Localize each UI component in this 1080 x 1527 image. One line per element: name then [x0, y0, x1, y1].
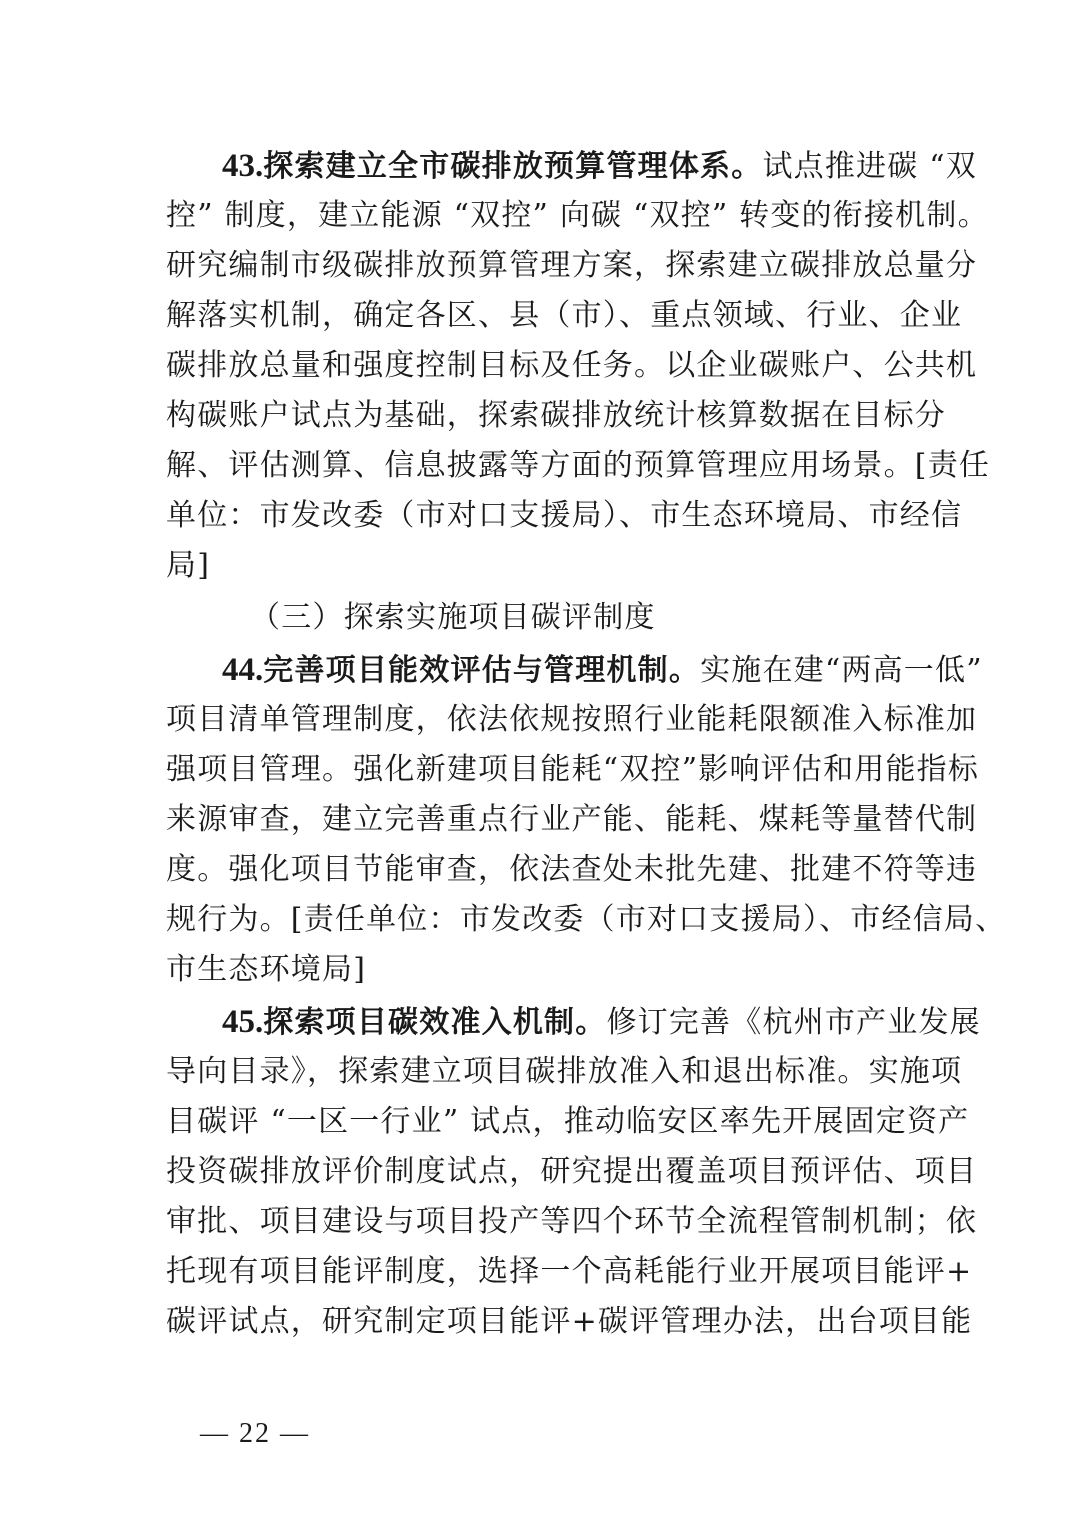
item-number: 43.	[222, 148, 264, 184]
paragraph-line: 研究编制市级碳排放预算管理方案，探索建立碳排放总量分	[166, 248, 978, 283]
paragraph-line: 市生态环境局]	[166, 952, 367, 987]
item-text: 修订完善《杭州市产业发展	[606, 1005, 981, 1040]
paragraph-line: 目碳评 “一区一行业” 试点，推动临安区率先开展固定资产	[166, 1104, 970, 1139]
item-45-first-line	[222, 1002, 981, 1043]
paragraph-line: 审批、项目建设与项目投产等四个环节全流程管制机制；依	[166, 1204, 978, 1239]
paragraph-line: 碳排放总量和强度控制目标及任务。以企业碳账户、公共机	[166, 348, 978, 383]
item-title: 探索建立全市碳排放预算管理体系。	[263, 149, 763, 184]
paragraph-line: 度。强化项目节能审查，依法查处未批先建、批建不符等违	[166, 852, 978, 887]
item-text: 试点推进碳 “双	[762, 149, 977, 184]
item-44-first-line	[222, 650, 983, 691]
paragraph-line: 局]	[166, 548, 211, 583]
paragraph-line: 解、评估测算、信息披露等方面的预算管理应用场景。[责任	[166, 448, 991, 483]
paragraph-line: 解落实机制，确定各区、县（市）、重点领域、行业、企业	[166, 298, 963, 333]
paragraph-line: 单位：市发改委（市对口支援局）、市生态环境局、市经信	[166, 498, 963, 533]
page-number: — 22 —	[200, 1418, 310, 1449]
section-heading: （三）探索实施项目碳评制度	[250, 600, 656, 635]
item-text: 实施在建“两高一低”	[700, 653, 983, 688]
item-43-first-line	[222, 146, 977, 187]
paragraph-line: 规行为。[责任单位：市发改委（市对口支援局）、市经信局、	[166, 902, 1007, 937]
paragraph-line: 投资碳排放评价制度试点，研究提出覆盖项目预评估、项目	[166, 1154, 978, 1189]
item-number: 45.	[222, 1004, 264, 1040]
paragraph-line: 碳评试点，研究制定项目能评+碳评管理办法，出台项目能	[166, 1304, 973, 1339]
item-number: 44.	[222, 652, 264, 688]
item-title: 探索项目碳效准入机制。	[263, 1005, 607, 1040]
paragraph-line: 构碳账户试点为基础，探索碳排放统计核算数据在目标分	[166, 398, 946, 433]
paragraph-line: 导向目录》，探索建立项目碳排放准入和退出标准。实施项	[166, 1054, 963, 1089]
paragraph-line: 托现有项目能评制度，选择一个高耗能行业开展项目能评+	[166, 1254, 973, 1289]
paragraph-line: 来源审查，建立完善重点行业产能、能耗、煤耗等量替代制	[166, 802, 978, 837]
paragraph-line: 强项目管理。强化新建项目能耗“双控”影响评估和用能指标	[166, 752, 980, 787]
paragraph-line: 项目清单管理制度，依法依规按照行业能耗限额准入标准加	[166, 702, 978, 737]
paragraph-line: 控” 制度，建立能源 “双控” 向碳 “双控” 转变的衔接机制。	[166, 198, 989, 233]
item-title: 完善项目能效评估与管理机制。	[263, 653, 701, 688]
